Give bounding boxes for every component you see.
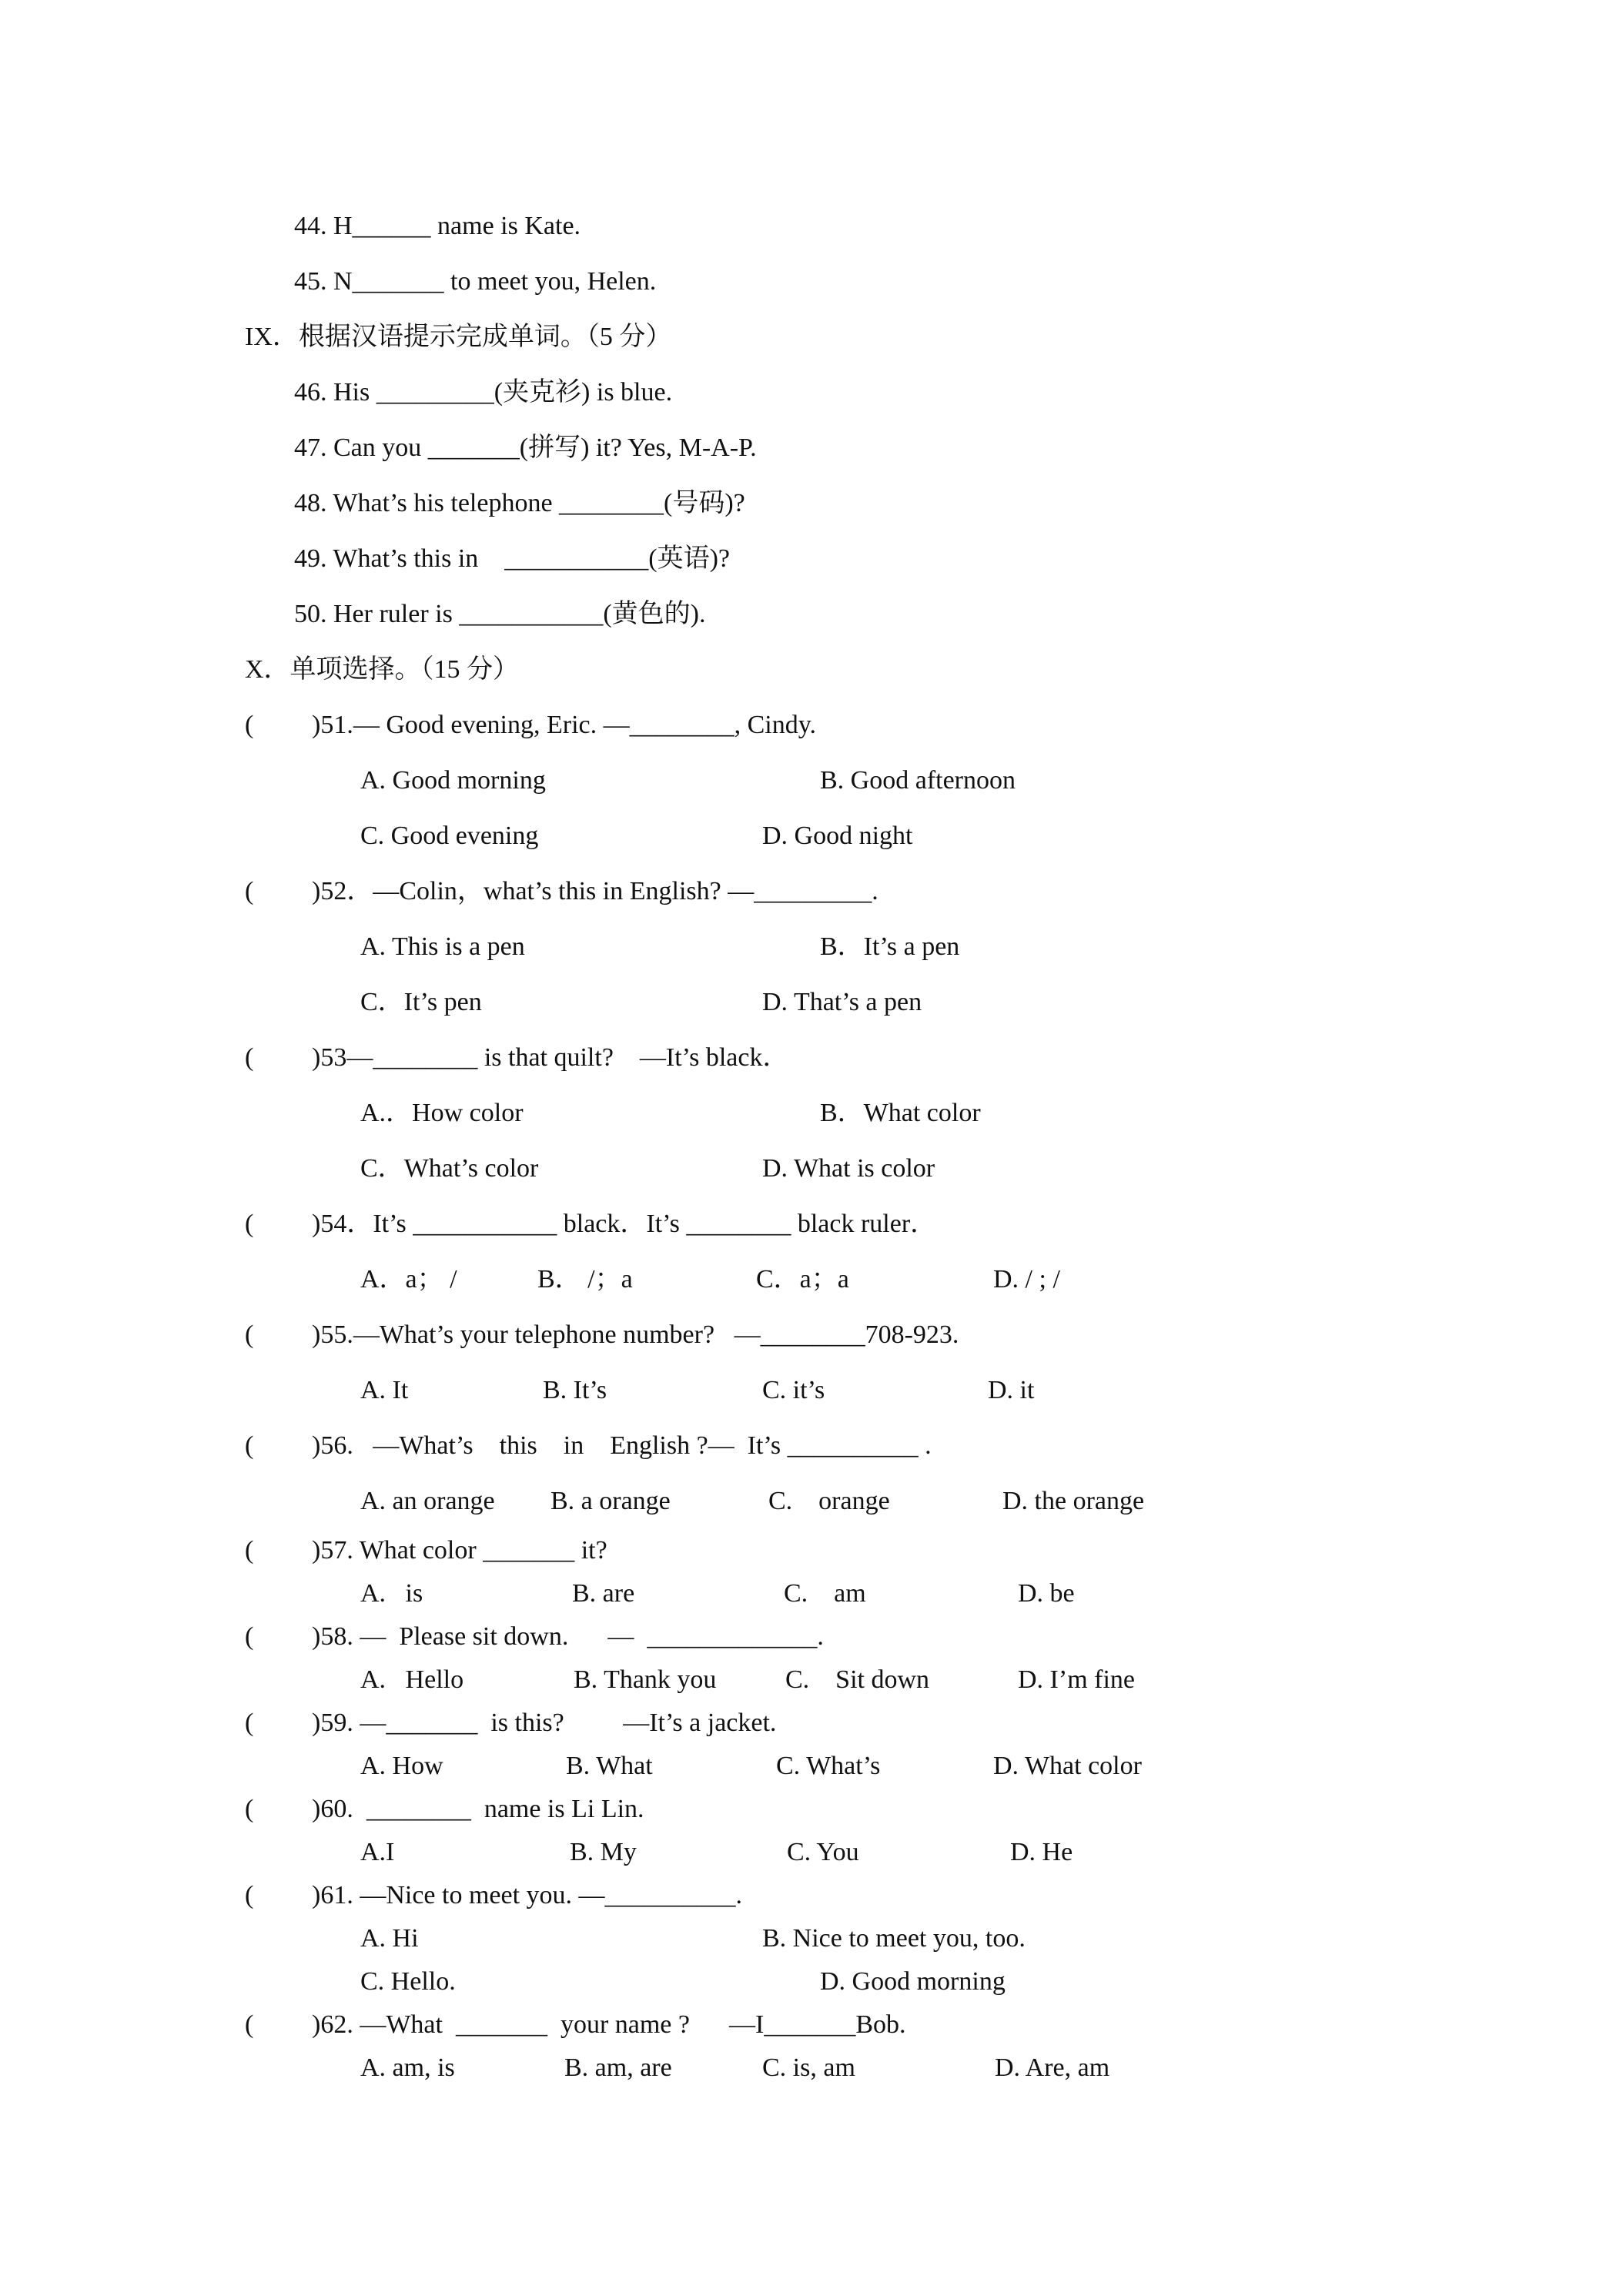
q55-option-c: C. it’s: [762, 1376, 825, 1404]
question-61: )61. —Nice to meet you. —__________.: [312, 1881, 743, 1909]
q55-option-d: D. it: [988, 1376, 1035, 1404]
q52-option-b: B．It’s a pen: [820, 932, 960, 961]
question-57: )57. What color _______ it?: [312, 1536, 607, 1565]
q58-option-b: B. Thank you: [574, 1665, 717, 1694]
answer-bracket: (: [245, 1431, 254, 1460]
question-52: )52．—Colin，what’s this in English? —_________.: [312, 877, 878, 905]
q53-option-c: C．What’s color: [360, 1154, 539, 1183]
q60-option-a: A.I: [360, 1838, 395, 1866]
question-56: )56. —What’s this in English ?— It’s __________ .: [312, 1431, 932, 1460]
q52-option-d: D. That’s a pen: [762, 988, 922, 1016]
answer-bracket: (: [245, 1320, 254, 1349]
item-47: 47. Can you _______(拼写) it? Yes, M-A-P.: [294, 433, 757, 462]
q59-option-d: D. What color: [993, 1752, 1142, 1780]
q51-option-b: B. Good afternoon: [820, 766, 1016, 795]
q54-option-a: A．a； /: [360, 1265, 457, 1294]
item-44: 44. H______ name is Kate.: [294, 212, 581, 240]
q62-option-a: A. am, is: [360, 2053, 455, 2082]
q58-option-a: A. Hello: [360, 1665, 464, 1694]
q58-option-d: D. I’m fine: [1018, 1665, 1136, 1694]
q57-option-c: C. am: [784, 1579, 866, 1608]
question-59: )59. —_______ is this? —It’s a jacket.: [312, 1709, 777, 1737]
section-x-title: X．单项选择。（15 分）: [245, 655, 520, 684]
q57-option-d: D. be: [1018, 1579, 1075, 1608]
q57-option-a: A. is: [360, 1579, 423, 1608]
q53-option-a: A.．How color: [360, 1099, 524, 1127]
q60-option-b: B. My: [570, 1838, 637, 1866]
q55-option-b: B. It’s: [543, 1376, 607, 1404]
q59-option-a: A. How: [360, 1752, 443, 1780]
q53-option-b: B．What color: [820, 1099, 981, 1127]
q52-option-a: A. This is a pen: [360, 932, 525, 961]
q55-option-a: A. It: [360, 1376, 409, 1404]
q57-option-b: B. are: [572, 1579, 635, 1608]
q52-option-c: C．It’s pen: [360, 988, 482, 1016]
q56-option-d: D. the orange: [1002, 1487, 1145, 1515]
answer-bracket: (: [245, 1795, 254, 1823]
question-62: )62. —What _______ your name ? —I_______Bob.: [312, 2010, 906, 2039]
q54-option-d: D. / ; /: [993, 1265, 1060, 1294]
q54-option-c: C．a；a: [756, 1265, 849, 1294]
item-49: 49. What’s this in ___________(英语)?: [294, 544, 730, 573]
q61-option-a: A. Hi: [360, 1924, 419, 1953]
question-58: )58. — Please sit down. — _____________.: [312, 1622, 824, 1651]
answer-bracket: (: [245, 1536, 254, 1565]
question-54: )54．It’s ___________ black．It’s ________ black ruler．: [312, 1210, 937, 1238]
question-53: )53—________ is that quilt? —It’s black．: [312, 1043, 789, 1072]
q62-option-d: D. Are, am: [995, 2053, 1110, 2082]
q56-option-c: C. orange: [768, 1487, 890, 1515]
q56-option-b: B. a orange: [550, 1487, 671, 1515]
question-60: )60. ________ name is Li Lin.: [312, 1795, 644, 1823]
answer-bracket: (: [245, 1709, 254, 1737]
q54-option-b: B． /；a: [537, 1265, 633, 1294]
q56-option-a: A. an orange: [360, 1487, 495, 1515]
q62-option-b: B. am, are: [564, 2053, 672, 2082]
q59-option-b: B. What: [566, 1752, 653, 1780]
answer-bracket: (: [245, 711, 254, 739]
item-48: 48. What’s his telephone ________(号码)?: [294, 489, 745, 517]
q51-option-d: D. Good night: [762, 822, 913, 850]
q58-option-c: C. Sit down: [785, 1665, 930, 1694]
q59-option-c: C. What’s: [776, 1752, 881, 1780]
answer-bracket: (: [245, 877, 254, 905]
item-46: 46. His _________(夹克衫) is blue.: [294, 378, 673, 407]
question-51: )51.— Good evening, Eric. —________, Cindy.: [312, 711, 817, 739]
q51-option-a: A. Good morning: [360, 766, 546, 795]
q62-option-c: C. is, am: [762, 2053, 855, 2082]
q51-option-c: C. Good evening: [360, 822, 539, 850]
answer-bracket: (: [245, 2010, 254, 2039]
section-ix-title: IX．根据汉语提示完成单词。（5 分）: [245, 323, 672, 351]
q61-option-d: D. Good morning: [820, 1967, 1006, 1996]
q53-option-d: D. What is color: [762, 1154, 935, 1183]
answer-bracket: (: [245, 1881, 254, 1909]
item-45: 45. N_______ to meet you, Helen.: [294, 267, 657, 296]
answer-bracket: (: [245, 1043, 254, 1072]
answer-bracket: (: [245, 1210, 254, 1238]
q60-option-c: C. You: [787, 1838, 859, 1866]
q61-option-b: B. Nice to meet you, too.: [762, 1924, 1026, 1953]
question-55: )55.—What’s your telephone number? —________708-923.: [312, 1320, 959, 1349]
q61-option-c: C. Hello.: [360, 1967, 456, 1996]
item-50: 50. Her ruler is ___________(黄色的).: [294, 600, 706, 628]
answer-bracket: (: [245, 1622, 254, 1651]
q60-option-d: D. He: [1010, 1838, 1073, 1866]
